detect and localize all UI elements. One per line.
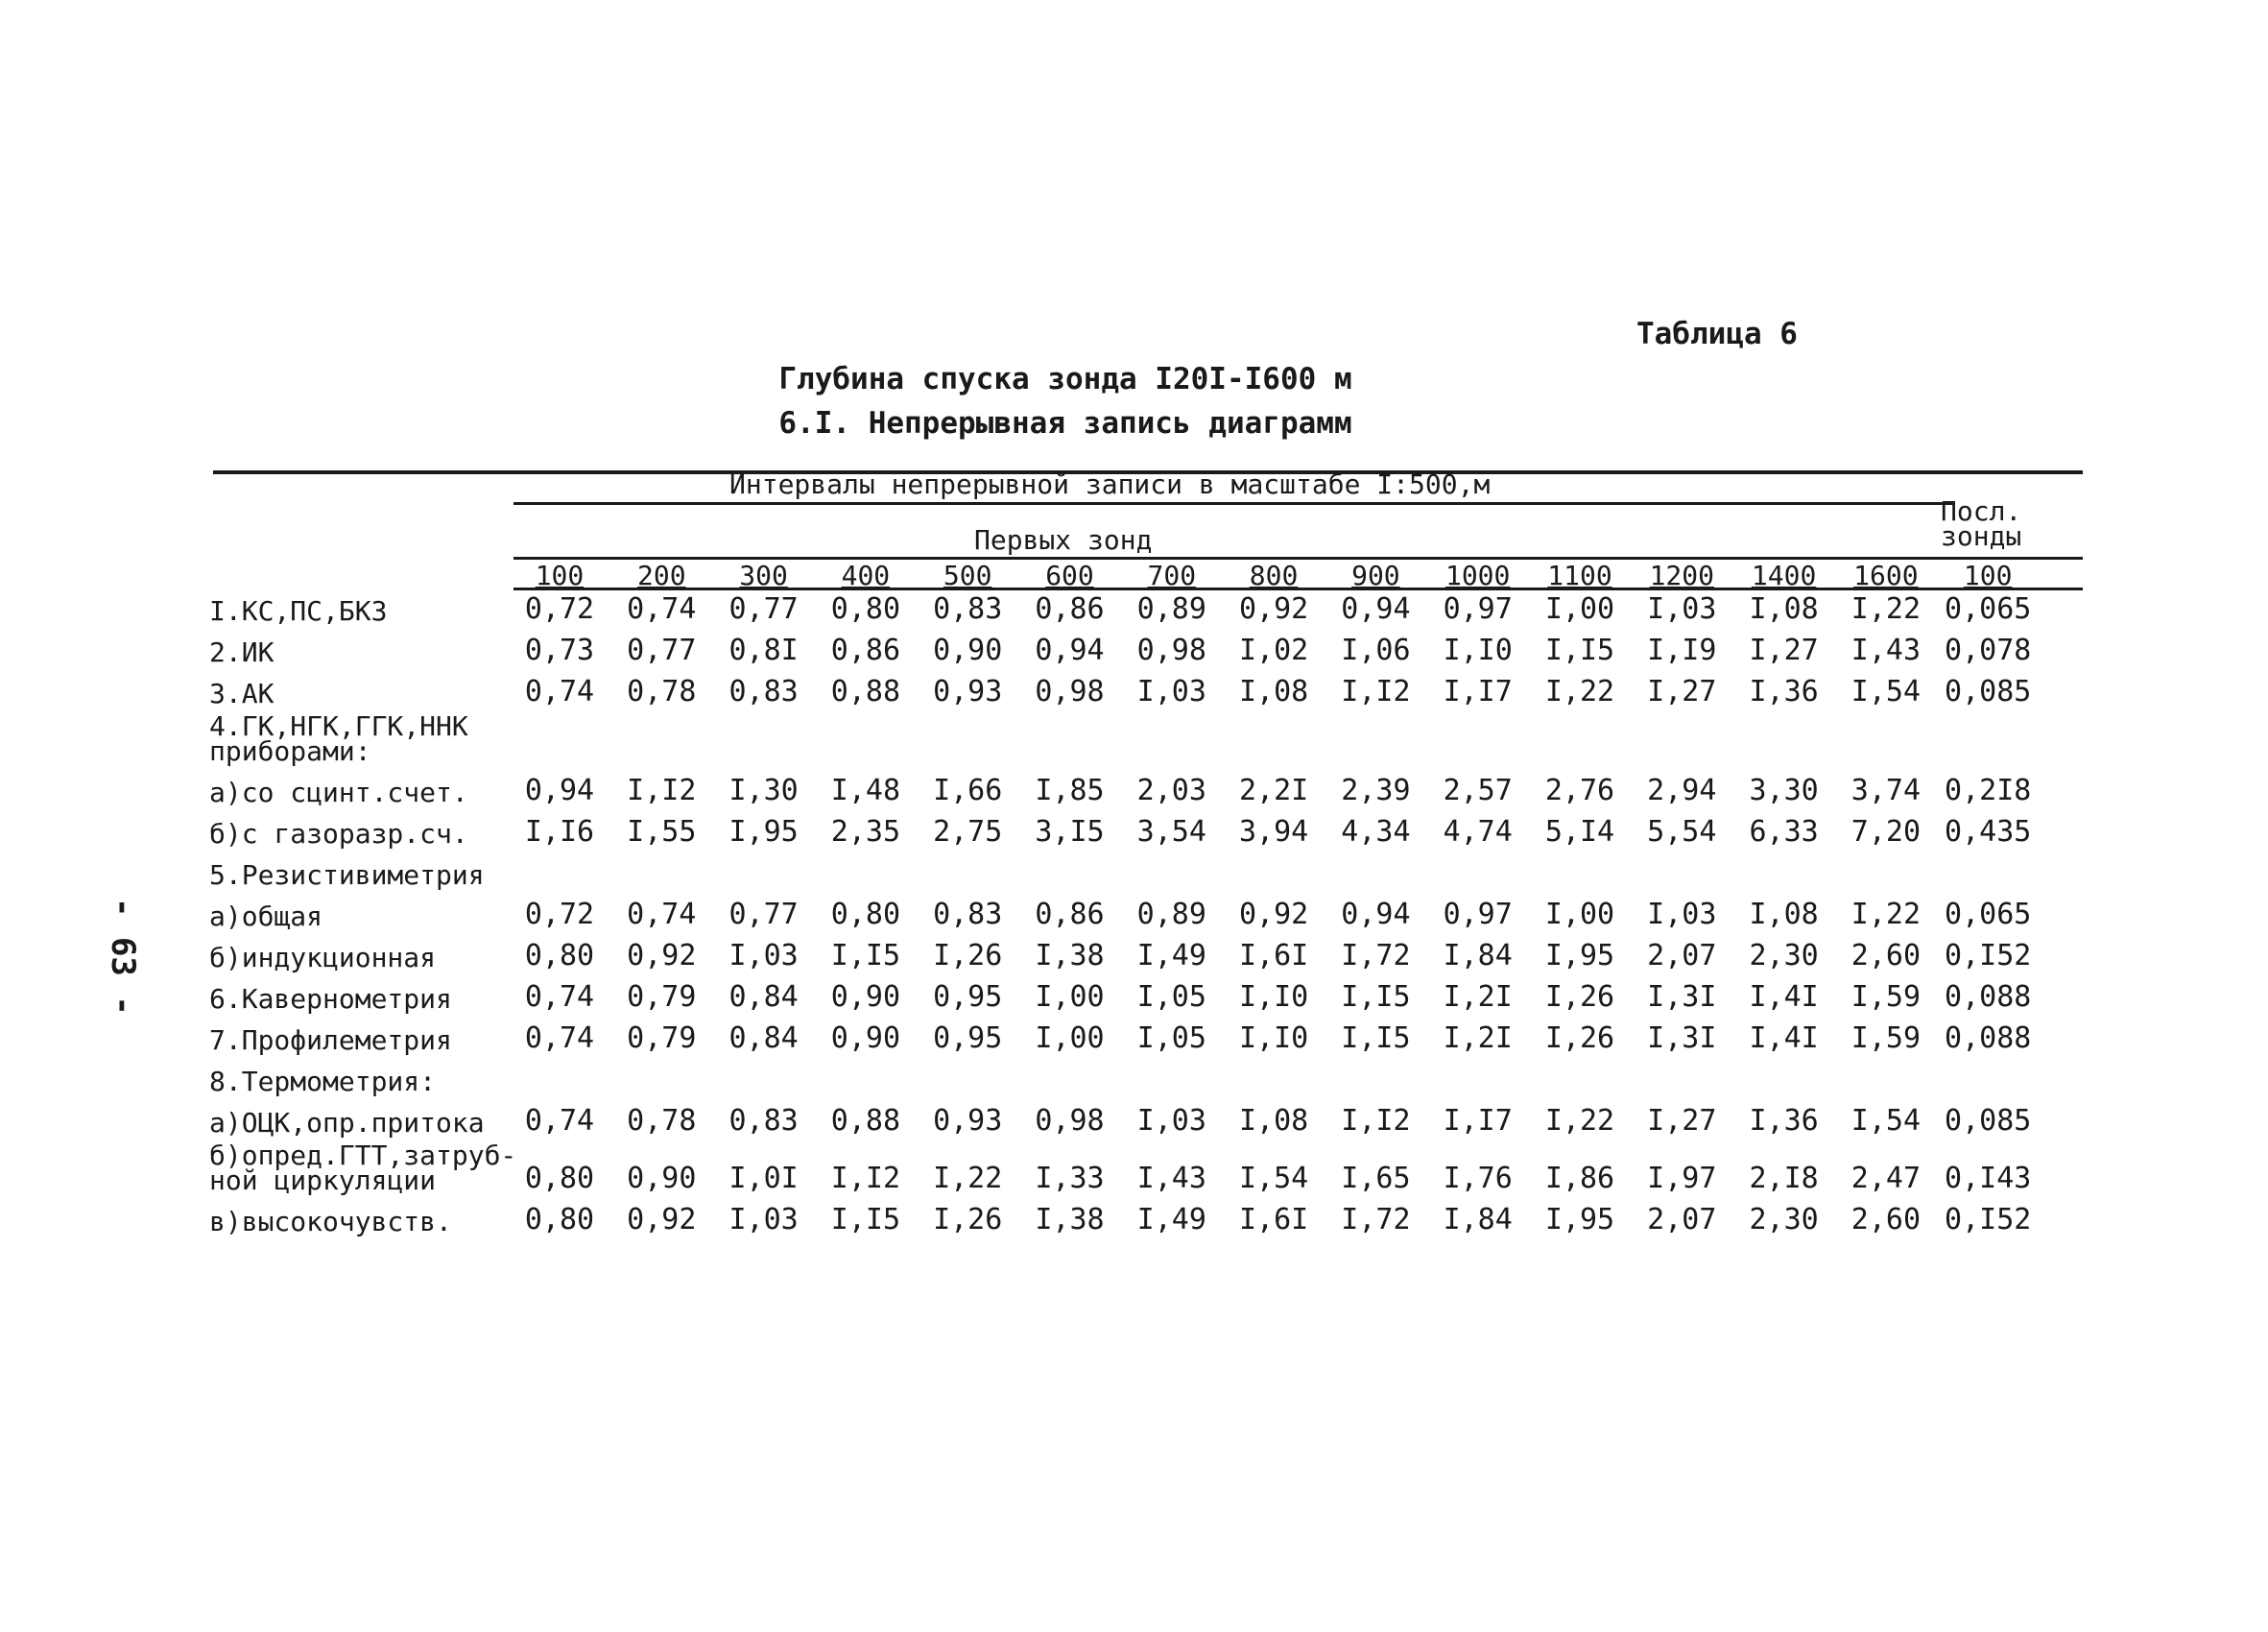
row-label: б)с газоразр.сч. [209,818,468,850]
table-cell: 0,078 [1945,634,2032,667]
table-cell: 7,20 [1850,815,1922,849]
column-header-14: 100 [1963,560,2013,591]
table-cell: 4,74 [1443,815,1513,849]
row-label: 5.Резистивиметрия [209,859,485,891]
table-cell: 0,86 [1035,592,1105,626]
table-cell: 0,94 [1341,592,1411,626]
table-cell: 0,94 [1035,634,1105,667]
row-label: в)высокочувств. [209,1206,452,1237]
table-cell: 2,07 [1647,1203,1717,1236]
table-cell: I,49 [1136,1203,1206,1236]
table-cell: 0,94 [1341,898,1411,931]
row-label: а)общая [209,900,323,932]
table-cell: 0,92 [627,939,697,972]
table-cell: I,I6 [524,815,595,849]
table-cell: I,38 [1035,939,1105,972]
table-cell: I,22 [933,1162,1003,1195]
table-cell: I,I7 [1443,675,1513,708]
row-label: а)со сцинт.счет. [209,777,468,808]
table-cell: 2,I8 [1749,1162,1819,1195]
table-cell: 0,74 [627,898,697,931]
table-cell: 0,88 [830,675,901,708]
table-row [209,1017,2052,1058]
table-cell: I,22 [1544,675,1615,708]
table-cell: 5,54 [1647,815,1717,849]
row-label: 3.АК [209,678,275,709]
table-cell: I,4I [1749,1021,1819,1055]
table-cell: 0,98 [1035,675,1105,708]
table-cell: 0,88 [830,1104,901,1138]
table-cell: I,6I [1238,1203,1309,1236]
table-cell: 0,80 [524,1162,595,1195]
title-depth: Глубина спуска зонда I20I-I600 м [778,362,1352,396]
table-cell: 0,065 [1945,898,2032,931]
table-cell: 0,77 [728,898,799,931]
table-cell: 0,74 [524,1104,595,1138]
row-label: 7.Профилеметрия [209,1024,452,1056]
table-cell: 0,79 [627,980,697,1014]
table-cell: I,76 [1443,1162,1513,1195]
table-cell: 0,90 [830,980,901,1014]
table-cell: I,95 [1544,1203,1615,1236]
zones-caption: Первых зонд [974,524,1153,556]
table-row [209,1140,2052,1198]
table-cell: I,85 [1035,774,1105,807]
table-cell: 4,34 [1341,815,1411,849]
table-cell: 0,94 [524,774,595,807]
table-cell: I,72 [1341,1203,1411,1236]
data-table [209,588,2052,1239]
table-row [209,852,2052,893]
table-cell: 0,92 [1238,592,1309,626]
table-cell: I,65 [1341,1162,1411,1195]
table-cell: 0,97 [1443,592,1513,626]
table-cell: 3,74 [1850,774,1922,807]
table-cell: I,3I [1647,980,1717,1014]
table-cell: 2,39 [1341,774,1411,807]
table-cell: I,54 [1850,1104,1922,1138]
table-cell: 2,60 [1850,1203,1922,1236]
row-label: а)ОЦК,опр.притока [209,1107,485,1139]
table-cell: 0,085 [1945,675,2032,708]
title-block [729,357,1401,445]
column-header-3: 400 [841,560,891,591]
row-label: I.КС,ПС,БКЗ [209,595,388,627]
table-cell: 2,03 [1136,774,1206,807]
table-cell: I,36 [1749,675,1819,708]
table-row [209,1099,2052,1140]
table-cell: I,3I [1647,1021,1717,1055]
table-cell: 0,088 [1945,1021,2032,1055]
table-cell: 0,2I8 [1945,774,2032,807]
table-cell: 0,088 [1945,980,2032,1014]
table-cell: I,I5 [1341,1021,1411,1055]
table-cell: 0,83 [933,898,1003,931]
table-cell: I,26 [933,1203,1003,1236]
row-label: 4.ГК,НГК,ГГК,ННК приборами: [209,710,468,767]
table-row [209,769,2052,810]
table-cell: 2,94 [1647,774,1717,807]
page-number: - 63 - [104,898,142,1016]
table-cell: I,I5 [1544,634,1615,667]
table-cell: I,43 [1136,1162,1206,1195]
table-cell: 0,78 [627,1104,697,1138]
table-cell: I,72 [1341,939,1411,972]
table-cell: I,43 [1850,634,1922,667]
column-header-9: 1000 [1444,560,1511,591]
table-cell: I,00 [1544,898,1615,931]
table-cell: I,05 [1136,980,1206,1014]
column-header-11: 1200 [1649,560,1715,591]
table-cell: 0,80 [524,1203,595,1236]
column-header-2: 300 [739,560,788,591]
table-row [209,893,2052,934]
table-cell: 0,72 [524,898,595,931]
table-cell: I,03 [728,939,799,972]
table-cell: 0,90 [933,634,1003,667]
table-cell: I,03 [1647,592,1717,626]
table-cell: 0,80 [830,898,901,931]
table-cell: I,27 [1749,634,1819,667]
table-cell: 2,75 [933,815,1003,849]
table-cell: 0,92 [627,1203,697,1236]
column-header-8: 900 [1351,560,1400,591]
column-header-5: 600 [1045,560,1094,591]
table-cell: 0,83 [728,675,799,708]
table-cell: 0,77 [627,634,697,667]
table-cell: I,6I [1238,939,1309,972]
table-cell: 0,90 [627,1162,697,1195]
table-cell: I,I2 [830,1162,901,1195]
table-cell: I,49 [1136,939,1206,972]
table-cell: I,03 [728,1203,799,1236]
table-cell: I,0I [728,1162,799,1195]
table-cell: 0,80 [830,592,901,626]
table-cell: I,55 [627,815,697,849]
row-label: б)индукционная [209,942,437,973]
table-cell: I,03 [1647,898,1717,931]
column-header-10: 1100 [1547,560,1612,591]
table-cell: I,I5 [1341,980,1411,1014]
table-cell: 0,89 [1136,898,1206,931]
table-cell: I,08 [1749,592,1819,626]
table-cell: 0,77 [728,592,799,626]
table-cell: 2,07 [1647,939,1717,972]
table-cell: 2,30 [1749,1203,1819,1236]
table-cell: 0,72 [524,592,595,626]
table-cell: I,2I [1443,980,1513,1014]
table-cell: 0,73 [524,634,595,667]
table-cell: I,59 [1850,980,1922,1014]
column-header-12: 1400 [1751,560,1817,591]
column-header-6: 700 [1147,560,1197,591]
table-cell: I,26 [1544,1021,1615,1055]
table-cell: I,27 [1647,675,1717,708]
table-cell: 0,90 [830,1021,901,1055]
table-cell: I,86 [1544,1162,1615,1195]
table-cell: I,54 [1238,1162,1309,1195]
table-cell: I,22 [1544,1104,1615,1138]
table-cell: I,22 [1850,898,1922,931]
table-cell: 6,33 [1749,815,1819,849]
table-cell: 2,60 [1850,939,1922,972]
table-cell: I,66 [933,774,1003,807]
table-cell: 3,94 [1238,815,1309,849]
table-cell: I,00 [1544,592,1615,626]
column-header-4: 500 [943,560,992,591]
table-cell: 0,86 [1035,898,1105,931]
table-label: Таблица 6 [1636,317,1798,351]
table-cell: I,27 [1647,1104,1717,1138]
table-cell: 0,86 [830,634,901,667]
table-row [209,588,2052,629]
table-cell: 0,92 [1238,898,1309,931]
table-cell: 0,74 [627,592,697,626]
table-cell: I,I2 [1341,675,1411,708]
table-row [209,629,2052,670]
table-cell: 0,79 [627,1021,697,1055]
table-cell: 2,76 [1544,774,1615,807]
table-cell: I,06 [1341,634,1411,667]
table-row [209,711,2052,769]
table-cell: I,36 [1749,1104,1819,1138]
last-zone-caption: Посл. зонды [1941,495,2022,552]
table-cell: 0,98 [1035,1104,1105,1138]
table-cell: I,2I [1443,1021,1513,1055]
table-cell: I,I0 [1238,1021,1309,1055]
table-cell: I,00 [1035,1021,1105,1055]
table-cell: 0,95 [933,1021,1003,1055]
table-cell: 0,065 [1945,592,2032,626]
table-row [209,1058,2052,1099]
row-label: 2.ИК [209,636,275,668]
row-label: 6.Кавернометрия [209,983,452,1015]
table-cell: I,I0 [1443,634,1513,667]
interval-caption: Интервалы непрерывной записи в масштабе I:500,м [729,468,1491,500]
table-cell: I,08 [1238,1104,1309,1138]
table-cell: 0,84 [728,980,799,1014]
table-cell: 0,93 [933,675,1003,708]
column-header-13: 1600 [1853,560,1919,591]
table-cell: I,I0 [1238,980,1309,1014]
table-cell: I,05 [1136,1021,1206,1055]
table-cell: 0,I43 [1945,1162,2032,1195]
table-cell: 3,30 [1749,774,1819,807]
table-cell: I,00 [1035,980,1105,1014]
table-cell: 2,30 [1749,939,1819,972]
table-cell: 0,I52 [1945,939,2032,972]
column-header-1: 200 [637,560,686,591]
table-cell: 0,085 [1945,1104,2032,1138]
table-cell: I,03 [1136,675,1206,708]
table-cell: I,26 [1544,980,1615,1014]
table-cell: 2,35 [830,815,901,849]
table-cell: I,97 [1647,1162,1717,1195]
column-header-0: 100 [535,560,585,591]
table-cell: I,02 [1238,634,1309,667]
table-row [209,975,2052,1017]
table-cell: 0,98 [1136,634,1206,667]
column-header-7: 800 [1249,560,1299,591]
table-cell: 0,84 [728,1021,799,1055]
table-cell: 2,2I [1238,774,1309,807]
table-cell: I,03 [1136,1104,1206,1138]
table-cell: I,I5 [830,939,901,972]
table-cell: I,26 [933,939,1003,972]
table-cell: 0,89 [1136,592,1206,626]
table-cell: 2,47 [1850,1162,1922,1195]
table-cell: 3,54 [1136,815,1206,849]
table-cell: 3,I5 [1035,815,1105,849]
row-label: 8.Термометрия: [209,1066,437,1097]
table-row [209,934,2052,975]
table-cell: 0,93 [933,1104,1003,1138]
table-cell: 0,78 [627,675,697,708]
table-cell: 0,80 [524,939,595,972]
table-cell: I,I7 [1443,1104,1513,1138]
table-cell: 0,95 [933,980,1003,1014]
table-cell: 0,97 [1443,898,1513,931]
title-section: 6.I. Непрерывная запись диаграмм [778,406,1352,441]
table-cell: 0,8I [728,634,799,667]
table-cell: I,84 [1443,939,1513,972]
table-cell: I,54 [1850,675,1922,708]
table-cell: 0,74 [524,980,595,1014]
table-cell: I,I9 [1647,634,1717,667]
table-cell: 0,435 [1945,815,2032,849]
table-cell: I,30 [728,774,799,807]
row-label: б)опред.ГТТ,затруб- ной циркуляции [209,1140,517,1196]
table-cell: I,I2 [1341,1104,1411,1138]
table-cell: 0,83 [933,592,1003,626]
table-cell: 0,83 [728,1104,799,1138]
table-cell: I,22 [1850,592,1922,626]
table-row [209,670,2052,711]
table-cell: 0,74 [524,675,595,708]
rule-interval [513,502,1953,505]
table-cell: I,I5 [830,1203,901,1236]
table-row [209,810,2052,852]
table-cell: I,08 [1238,675,1309,708]
table-cell: I,38 [1035,1203,1105,1236]
table-cell: 5,I4 [1544,815,1615,849]
table-cell: I,33 [1035,1162,1105,1195]
table-cell: I,95 [1544,939,1615,972]
table-cell: 0,I52 [1945,1203,2032,1236]
table-cell: I,48 [830,774,901,807]
table-cell: I,I2 [627,774,697,807]
table-cell: I,4I [1749,980,1819,1014]
table-cell: I,95 [728,815,799,849]
table-row [209,1198,2052,1239]
table-cell: I,08 [1749,898,1819,931]
table-cell: 2,57 [1443,774,1513,807]
table-cell: I,84 [1443,1203,1513,1236]
table-cell: I,59 [1850,1021,1922,1055]
table-cell: 0,74 [524,1021,595,1055]
